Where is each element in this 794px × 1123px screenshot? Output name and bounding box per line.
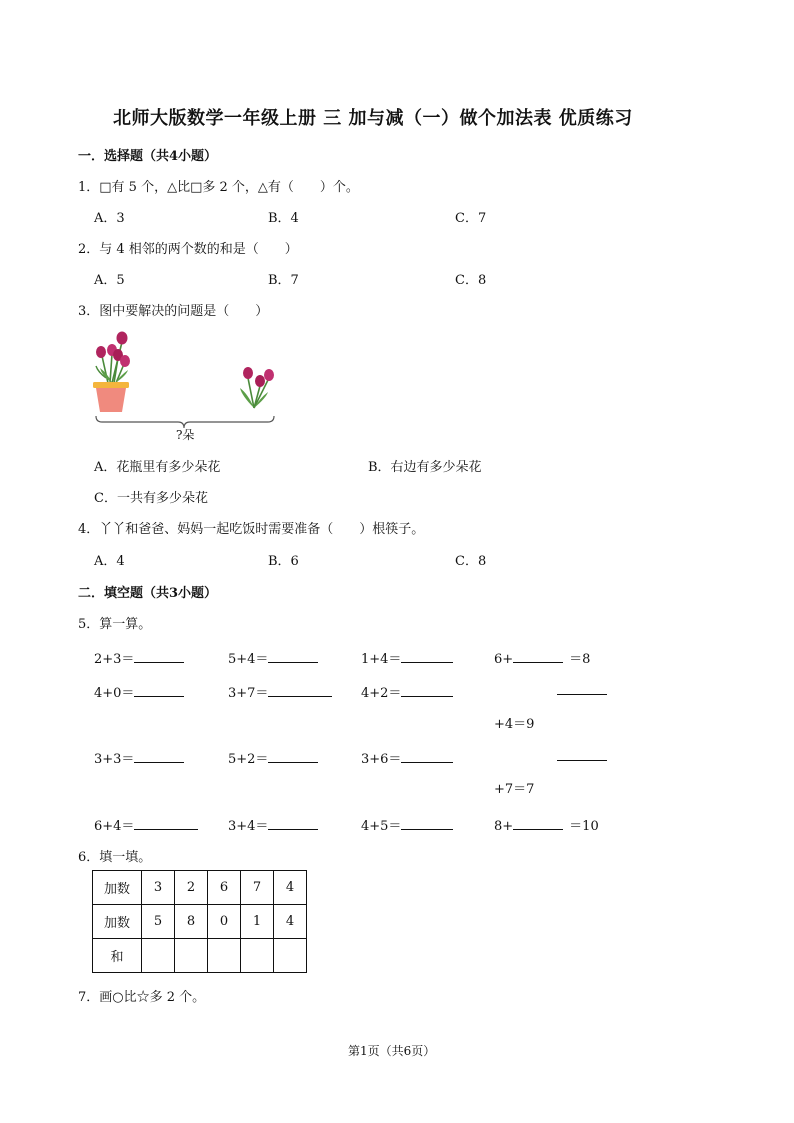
answer-blank[interactable] — [557, 682, 607, 695]
calc-item: 6+ ＝8 — [494, 652, 591, 667]
answer-blank[interactable] — [401, 650, 453, 663]
answer-blank[interactable] — [268, 650, 318, 663]
calc-item: 6+4＝ — [94, 815, 198, 834]
addend-cell: 8 — [175, 905, 208, 939]
figure-question-label: ?朵 — [176, 428, 195, 442]
question-4: 4．丫丫和爸爸、妈妈一起吃饭时需要准备（ ）根筷子。 — [78, 522, 425, 537]
q1-option-b[interactable]: B．4 — [268, 211, 299, 226]
answer-blank[interactable] — [134, 684, 184, 697]
section-heading-choice: 一．选择题（共4小题） — [78, 149, 218, 164]
addend-cell: 1 — [241, 905, 274, 939]
page-title: 北师大版数学一年级上册 三 加与减（一）做个加法表 优质练习 — [113, 108, 633, 129]
question-1: 1．□有 5 个，△比□多 2 个，△有（ ）个。 — [78, 180, 359, 195]
question-5: 5．算一算。 — [78, 617, 152, 632]
calc-item: 1+4＝ — [361, 648, 453, 667]
q3-option-c[interactable]: C．一共有多少朵花 — [94, 491, 208, 506]
row-label: 加数 — [93, 905, 142, 939]
answer-blank[interactable] — [401, 817, 453, 830]
answer-blank[interactable] — [134, 650, 184, 663]
question-3: 3．图中要解决的问题是（ ） — [78, 304, 269, 319]
calc-item: 5+4＝ — [228, 648, 318, 667]
calc-item: 5+2＝ — [228, 748, 318, 767]
page-footer: 第1页（共6页） — [348, 1044, 436, 1058]
addend-cell: 2 — [175, 871, 208, 905]
sum-cell[interactable] — [208, 939, 241, 973]
q2-option-c[interactable]: C．8 — [455, 273, 487, 288]
answer-blank[interactable] — [557, 748, 607, 761]
q3-option-b[interactable]: B．右边有多少朵花 — [368, 460, 482, 475]
table-row — [93, 871, 307, 905]
calc-item: 4+0＝ — [94, 682, 184, 701]
answer-blank[interactable] — [268, 684, 332, 697]
sum-cell[interactable] — [241, 939, 274, 973]
q1-option-a[interactable]: A．3 — [94, 211, 125, 226]
calc-item-label: +7＝7 — [494, 782, 535, 797]
q2-option-b[interactable]: B．7 — [268, 273, 299, 288]
sum-cell[interactable] — [274, 939, 307, 973]
question-2: 2．与 4 相邻的两个数的和是（ ） — [78, 242, 298, 257]
question-6: 6．填一填。 — [78, 850, 152, 865]
tulips-icon — [240, 367, 274, 408]
q1-option-c[interactable]: C．7 — [455, 211, 487, 226]
q3-option-a[interactable]: A．花瓶里有多少朵花 — [94, 460, 221, 475]
answer-blank[interactable] — [513, 817, 563, 830]
answer-blank[interactable] — [268, 750, 318, 763]
calc-item-label: +4＝9 — [494, 717, 535, 732]
q4-option-c[interactable]: C．8 — [455, 554, 487, 569]
addend-cell: 7 — [241, 871, 274, 905]
calc-item: 3+4＝ — [228, 815, 318, 834]
addend-cell: 4 — [274, 871, 307, 905]
addend-cell: 3 — [142, 871, 175, 905]
section-heading-fill: 二．填空题（共3小题） — [78, 586, 218, 601]
table-row — [93, 939, 307, 973]
calc-item: 3+7＝ — [228, 682, 332, 701]
row-label: 加数 — [93, 871, 142, 905]
row-label: 和 — [93, 939, 142, 973]
calc-item: 3+6＝ — [361, 748, 453, 767]
calc-item: 2+3＝ — [94, 648, 184, 667]
calc-item — [557, 748, 607, 765]
calc-item: 4+2＝ — [361, 682, 453, 701]
addend-cell: 6 — [208, 871, 241, 905]
calc-item — [557, 682, 607, 699]
question-7: 7．画○比☆多 2 个。 — [78, 990, 206, 1005]
answer-blank[interactable] — [513, 650, 563, 663]
answer-blank[interactable] — [134, 750, 184, 763]
table-row — [93, 905, 307, 939]
q4-option-a[interactable]: A．4 — [94, 554, 125, 569]
calc-item: 8+ ＝10 — [494, 819, 599, 834]
sum-cell[interactable] — [175, 939, 208, 973]
addend-cell: 0 — [208, 905, 241, 939]
answer-blank[interactable] — [268, 817, 318, 830]
q4-option-b[interactable]: B．6 — [268, 554, 299, 569]
flower-pot-icon — [93, 332, 130, 413]
addend-cell: 4 — [274, 905, 307, 939]
addition-table — [92, 870, 307, 973]
addend-cell: 5 — [142, 905, 175, 939]
answer-blank[interactable] — [401, 750, 453, 763]
calc-item: 4+5＝ — [361, 815, 453, 834]
answer-blank[interactable] — [134, 817, 198, 830]
sum-cell[interactable] — [142, 939, 175, 973]
q2-option-a[interactable]: A．5 — [94, 273, 125, 288]
calc-item: 3+3＝ — [94, 748, 184, 767]
answer-blank[interactable] — [401, 684, 453, 697]
